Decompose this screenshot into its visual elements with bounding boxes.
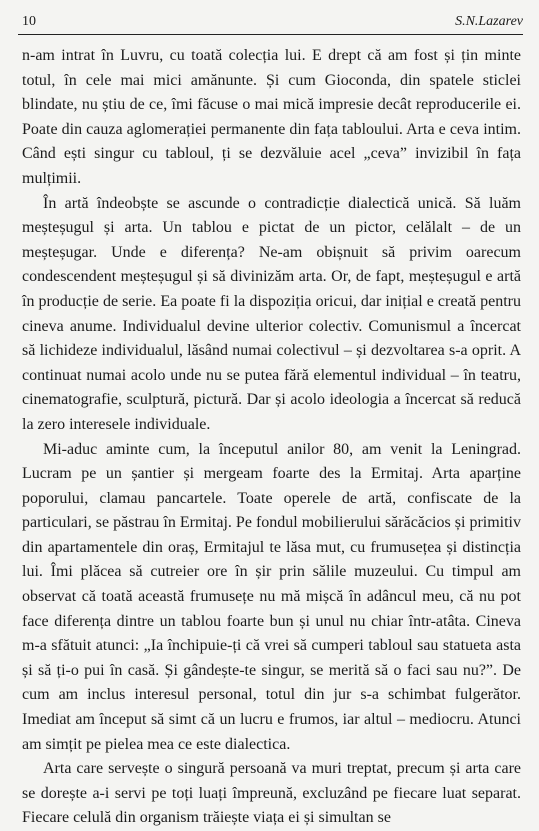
paragraph: În artă îndeobște se ascunde o contradicție dialectică unică. Să luăm meșteșugul și arta. Un tablou e pictat de un pictor, celălalt – de un meșteșugar. Unde e diferența? Ne-am obișnuit să privim oarecum condescendent meșteșugul și să divinizăm arta. Or, de fapt, meșteșugul e artă în producție de serie. Ea poate fi la dispoziția oricui, dar inițial e creată pentru cineva anume. Individualul devine ulterior colectiv. Comunismul a încercat să lichideze individualul, lăsând numai colectivul – și dezvoltarea s-a oprit. A continuat numai acolo unde nu se putea fără elementul individual – în teatru, cinematografie, sculptură, pictură. Dar și acolo ideologia a încercat să reducă la zero interesele individuale.	[22, 194, 521, 433]
header-rule	[18, 34, 523, 35]
page-body	[22, 44, 521, 827]
running-header-author: S.N.Lazarev	[455, 14, 523, 29]
page-number: 10	[22, 14, 36, 29]
paragraph: n-am intrat în Luvru, cu toată colecția lui. E drept că am fost și țin minte totul, în cele mai mici amănunte. Și cum Gioconda, din spatele sticlei blindate, nu știu de ce, îmi făcuse o mai mică impresie decât reproducerile ei. Poate din cauza aglomerației permanente din fața tabloului. Arta e ceva intim. Când ești singur cu tabloul, ți se dezvăluie acel „ceva” invizibil în fața mulțimii.	[22, 47, 521, 187]
paragraph: Mi-aduc aminte cum, la începutul anilor 80, am venit la Leningrad. Lucram pe un șantier și mergeam foarte des la Ermitaj. Arta aparține poporului, clamau pancartele. Toate operele de artă, confiscate de la particulari, se păstrau în Ermitaj. Pe fondul mobilierului sărăcăcios și primitiv din apartamentele din oraș, Ermitajul te lăsa mut, cu frumusețea și distincția lui. Îmi plăcea să cutreier ore în șir prin sălile muzeului. Cu timpul am observat că toată această frumusețe nu mă mișcă în adâncul meu, că nu pot face diferența dintre un tablou foarte bun și unul nu chiar într-atâta. Cineva m-a sfătuit atunci: „Ia închipuie-ți că vrei să cumperi tabloul sau statueta asta și să ți-o pui în casă. Și gândește-te singur, se merită să o faci sau nu?”. De cum am inclus interesul personal, totul din jur s-a schimbat fulgerător. Imediat am început să simt că un lucru e frumos, iar altul – mediocru. Atunci am simțit pe pielea mea ce este dialectica.	[22, 440, 521, 753]
paragraph: Arta care servește o singură persoană va muri treptat, precum și arta care se dorește a-i servi pe toți luați împreună, excluzând pe fiecare luat separat. Fiecare celulă din organism trăiește viața ei și simultan se	[22, 760, 521, 827]
running-header	[22, 8, 523, 30]
